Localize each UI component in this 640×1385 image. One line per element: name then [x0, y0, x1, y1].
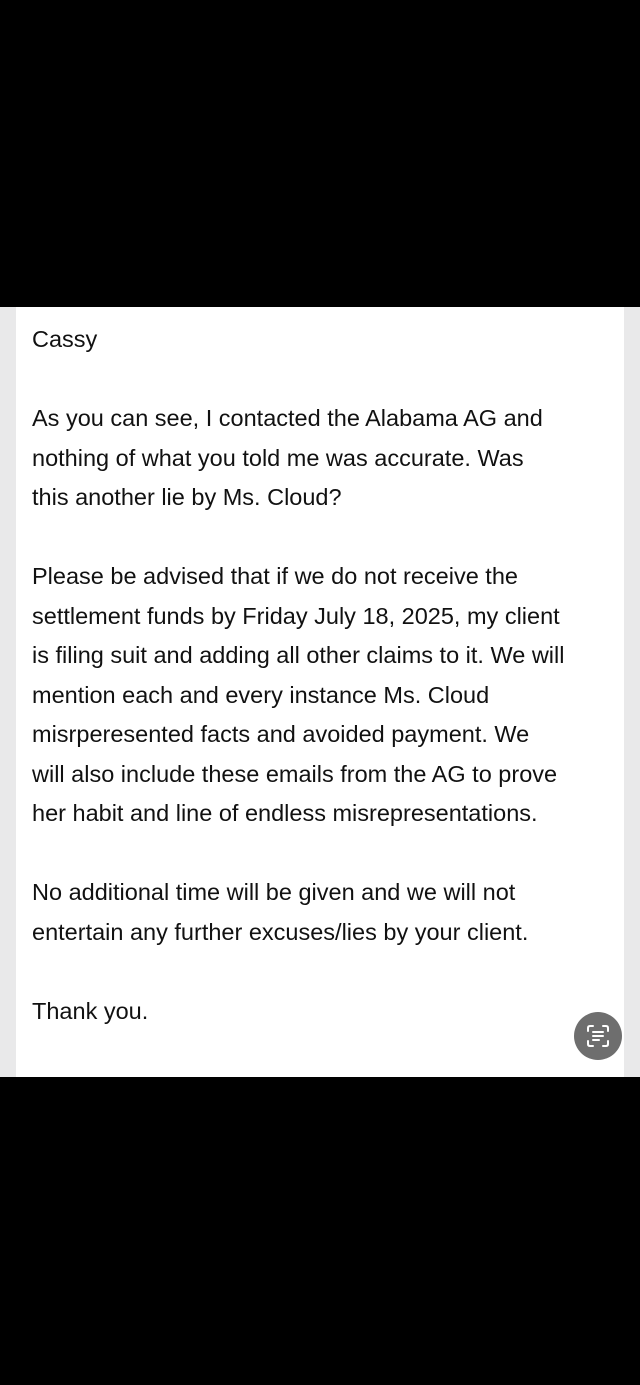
paragraph-1-line: As you can see, I contacted the Alabama AG and: [32, 405, 543, 431]
greeting: [32, 320, 617, 360]
paragraph-2-line: settlement funds by Friday July 18, 2025, my client: [32, 602, 560, 629]
paragraph-2-line: will also include these emails from the AG to prove: [32, 760, 558, 787]
paragraph-2-line: misrperesented facts and avoided payment. We: [32, 721, 530, 747]
paragraph-1: [32, 399, 617, 518]
closing-text: Thank you.: [32, 997, 149, 1024]
paragraph-3-line: No additional time will be given and we will not: [32, 879, 516, 905]
greeting-text: Cassy: [32, 326, 98, 352]
paragraph-1-line: nothing of what you told me was accurate. Was: [32, 444, 524, 471]
paragraph-2-line: mention each and every instance Ms. Cloud: [32, 681, 490, 708]
paragraph-1-line: this another lie by Ms. Cloud?: [32, 484, 342, 510]
paragraph-2-line: is filing suit and adding all other claims to it. We will: [32, 642, 565, 668]
paragraph-2-line: her habit and line of endless misrepresentations.: [32, 800, 538, 826]
text-scan-icon: [585, 1023, 611, 1049]
email-body: [32, 320, 617, 1031]
closing: [32, 992, 617, 1032]
bottom-letterbox: [0, 1077, 640, 1385]
paragraph-2-line: Please be advised that if we do not receive the: [32, 563, 518, 589]
text-scan-button[interactable]: [574, 1012, 622, 1060]
paragraph-2: [32, 557, 617, 834]
top-letterbox: [0, 0, 640, 307]
paragraph-3-line: entertain any further excuses/lies by your client.: [32, 918, 529, 945]
paragraph-3: [32, 873, 617, 952]
